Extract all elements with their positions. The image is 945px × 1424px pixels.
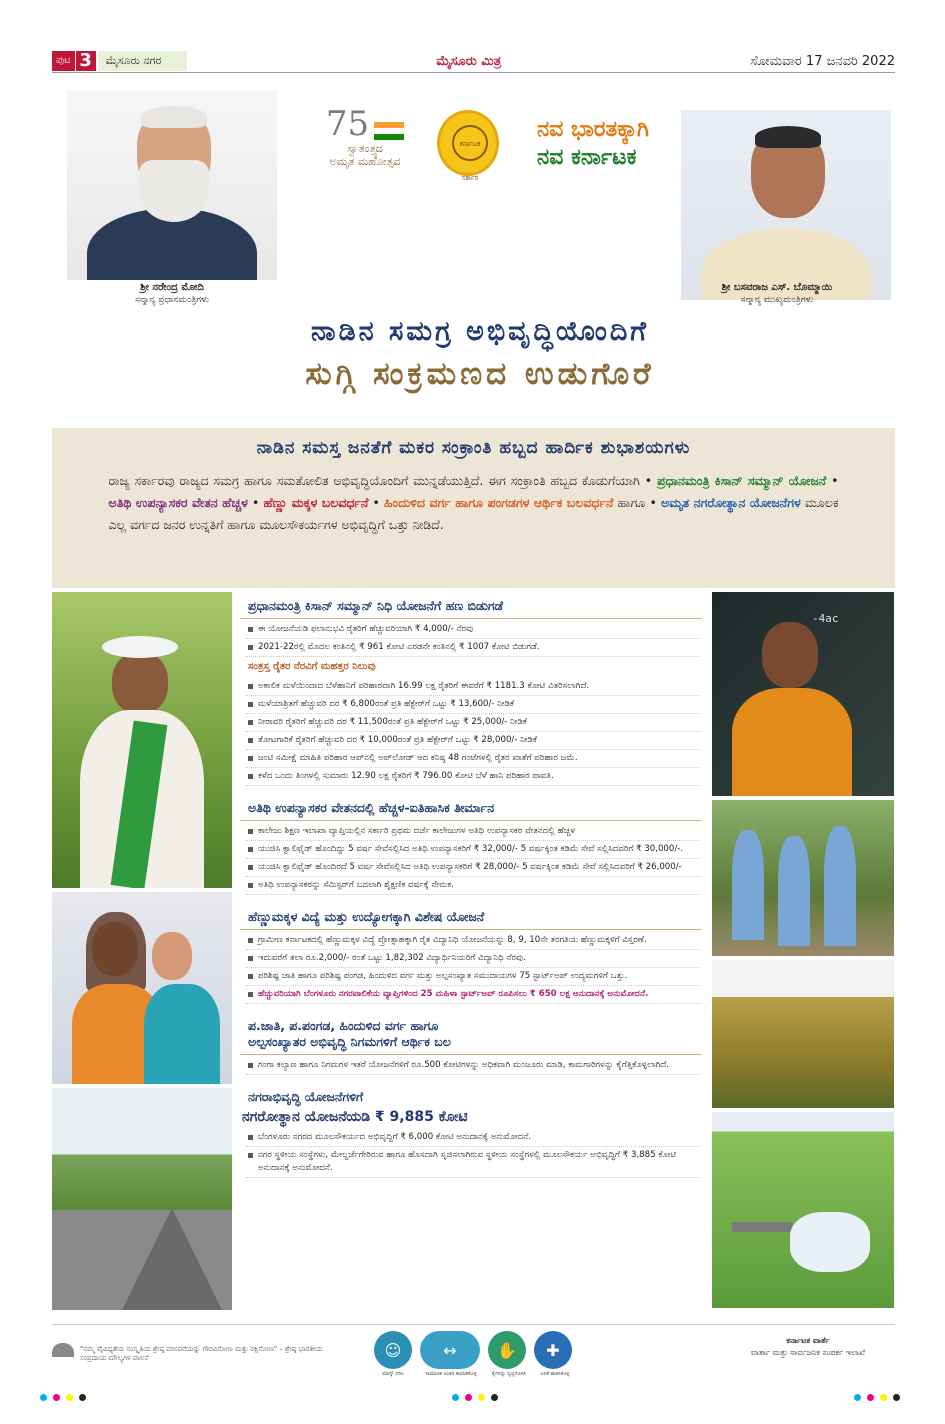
greeting-heading: ನಾಡಿನ ಸಮಸ್ತ ಜನತೆಗೆ ಮಕರ ಸಂಕ್ರಾಂತಿ ಹಬ್ಬದ ಹಾರ್ದಿಕ ಶುಭಾಶಯಗಳು — [256, 438, 691, 458]
urban-amount-headline: ನಗರೋತ್ಥಾನ ಯೋಜನೆಯಡಿ ₹ 9,885 ಕೋಟಿ — [242, 1109, 468, 1125]
list-item: ಬೆಂಗಳೂರು ನಗರದ ಮೂಲಸೌಕರ್ಯದ ಅಭಿವೃದ್ಧಿಗೆ ₹ 6,000 ಕೋಟಿ ಅನುದಾನಕ್ಕೆ ಅನುಮೋದನೆ. — [246, 1129, 700, 1147]
irrigation-photo — [712, 1112, 894, 1308]
section-title: ಪ್ರಧಾನಮಂತ್ರಿ ಕಿಸಾನ್ ಸಮ್ಮಾನ್ ನಿಧಿ ಯೋಜನೆಗೆ ಹಣ ಬಿಡುಗಡೆ — [240, 592, 702, 619]
greeting-text: • — [252, 495, 260, 510]
registration-marks-left — [40, 1394, 86, 1401]
cm-caption — [667, 282, 887, 306]
greeting-keyword: ಪ್ರಧಾನಮಂತ್ರಿ ಕಿಸಾನ್ ಸಮ್ಮಾನ್ ಯೋಜನೆ — [656, 473, 827, 488]
women-entrepreneurs-photo — [52, 892, 232, 1084]
pm-name: ಶ್ರೀ ನರೇಂದ್ರ ಮೋದಿ — [140, 282, 204, 293]
list-item: ಮಳೆಯಾಶ್ರಿತಗೆ ಹೆಚ್ಚುವರಿ ದರ ₹ 6,800ರಂತೆ ಪ್ರತಿ ಹೆಕ್ಟೇರ್‌ಗೆ ಒಟ್ಟು ₹ 13,600/- ನೀಡಿಕೆ — [246, 696, 700, 714]
list-item: ಕಾಲೇಜು ಶಿಕ್ಷಣ ಇಲಾಖಾ ವ್ಯಾಪ್ತಿಯಲ್ಲಿನ ಸರ್ಕಾರಿ ಪ್ರಥಮ ದರ್ಜೆ ಕಾಲೇಜುಗಳ ಅತಿಥಿ ಉಪನ್ಯಾಸಕರ ವೇತನದಲ್ಲಿ ಹೆಚ್ಚಳ — [246, 823, 700, 841]
greeting-text: • — [831, 473, 839, 488]
list-item: ತೋಟಗಾರಿಕೆ ರೈತರಿಗೆ ಹೆಚ್ಚುವರಿ ದರ ₹ 10,000ರಂತೆ ಪ್ರತಿ ಹೆಕ್ಟೇರ್‌ಗೆ ಒಟ್ಟು ₹ 28,000/- ನೀಡಿಕೆ — [246, 732, 700, 750]
list-item: ಜಂಟಿ ಸಮೀಕ್ಷೆ ಮಾಹಿತಿ ಪರಿಹಾರ ಆಪ್‌ನಲ್ಲಿ ಅಪ್‌ಲೋಡ್ ಆದ ಕನಿಷ್ಠ 48 ಗಂಟೆಗಳಲ್ಲಿ ರೈತರ ಖಾತೆಗೆ ಪರಿಹಾರ ಜಮೆ. — [246, 750, 700, 768]
students-photo — [712, 800, 894, 956]
page-label: ಪುಟ — [52, 51, 75, 71]
cm-portrait — [681, 110, 891, 300]
pm-portrait — [67, 90, 277, 280]
dept-line2: ವಾರ್ತಾ ಮತ್ತು ಸಾರ್ವಜನಿಕ ಸಂಪರ್ಕ ಇಲಾಖೆ — [750, 1348, 865, 1357]
greeting-text: ಮೂಲಕ ಎಲ್ಲ ವರ್ಗದ ಜನರ ಉನ್ನತಿಗೆ ಹಾಗೂ ಮೂಲಸೌಕರ್ಯಗಳ ಅಭಿವೃದ್ಧಿಗೆ ಒತ್ತು ನೀಡಿದೆ. — [108, 495, 839, 532]
headline-line2: ಸುಗ್ಗಿ ಸಂಕ್ರಮಣದ ಉಡುಗೊರೆ — [305, 356, 655, 392]
covid-icons — [374, 1331, 572, 1369]
list-item: 2021-22ರಲ್ಲಿ ಮೊದಲ ಕಂತಿನಲ್ಲಿ ₹ 961 ಕೋಟಿ ಎರಡನೇ ಕಂತಿನಲ್ಲಿ ₹ 1007 ಕೋಟಿ ಬಿಡುಗಡೆ. — [246, 639, 700, 657]
section-name: ಮೈಸೂರು ನಗರ — [98, 51, 188, 71]
slogan — [537, 116, 649, 172]
pm-title: ಸನ್ಮಾನ್ಯ ಪ್ರಧಾನಮಂತ್ರಿಗಳು — [135, 295, 209, 305]
icon-caption: ಲಸಿಕೆ ಹಾಕಿಸಿಕೊಳ್ಳಿ — [540, 1371, 570, 1377]
section-list — [234, 930, 708, 1004]
greeting-keyword: ಹೆಣ್ಣು ಮಕ್ಕಳ ಬಲವರ್ಧನೆ — [263, 495, 369, 510]
section-subtitle: ಸಂತ್ರಸ್ತ ರೈತರ ನೆರವಿಗೆ ಮಹತ್ತರ ನಿಲುವು — [248, 661, 376, 672]
slogan-line1: ನವ ಭಾರತಕ್ಕಾಗಿ — [537, 117, 649, 142]
vidhana-soudha-icon — [52, 1343, 74, 1357]
greeting-text: ಹಾಗೂ • — [617, 495, 657, 510]
list-item: ಗ್ರಾಮೀಣ ಕರ್ನಾಟಕದಲ್ಲಿ ಹೆಣ್ಣುಮಕ್ಕಳ ವಿದ್ಯೆ ಪ್ರೋತ್ಸಾಹಕ್ಕಾಗಿ ರೈತ ವಿದ್ಯಾನಿಧಿ ಯೋಜನೆಯನ್ನು 8, 9, 10ನೇ ತರಗತಿಯ ಹೆಣ್ಣುಮಕ್ಕಳಿಗೆ ವಿಸ್ತರಣೆ. — [246, 932, 700, 950]
greeting-body — [109, 470, 839, 536]
section-list — [234, 676, 708, 786]
farmer-photo — [52, 592, 232, 888]
paper-name: ಮೈಸೂರು ಮಿತ್ರ — [436, 53, 502, 69]
footer — [52, 1324, 895, 1385]
cm-name: ಶ್ರೀ ಬಸವರಾಜ ಎಸ್. ಬೊಮ್ಮಾಯಿ — [721, 282, 833, 293]
dept-line1: ಕರ್ನಾಟಕ ವಾರ್ತೆ — [786, 1336, 830, 1345]
greeting-keyword: ಹಿಂದುಳಿದ ವರ್ಗ ಹಾಗೂ ಪಂಗಡಗಳ ಆರ್ಥಿಕ ಬಲವರ್ಧನೆ — [383, 495, 614, 510]
main-headline — [67, 316, 893, 393]
azadi-75-logo — [310, 106, 420, 176]
list-item: ಪರಿಶಿಷ್ಟ ಜಾತಿ ಹಾಗೂ ಪರಿಶಿಷ್ಟ ಪಂಗಡ, ಹಿಂದುಳಿದ ವರ್ಗ ಮತ್ತು ಅಲ್ಪಸಂಖ್ಯಾತ ಸಮುದಾಯಗಳ 75 ಸ್ಟಾರ್ಟ್‌ಅಪ್ ಉದ್ಯಮಗಳಿಗೆ ಒತ್ತು. — [246, 968, 700, 986]
highlight-item: ಹೆಚ್ಚುವರಿಯಾಗಿ ಬೆಂಗಳೂರು ನಗರಪಾಲಿಕೆಯ ವ್ಯಾಪ್ತಿಗಳಿಂದ 25 ಮಹಿಳಾ ಸ್ಟಾರ್ಟ್‌ಅಪ್ ರೂಪಿಸಲು ₹ 650 ಲಕ್ಷ ಅನುದಾನಕ್ಕೆ ಅನುಮೋದನೆ. — [246, 986, 700, 1004]
icon-caption: ಸಾಮಾಜಿಕ ಅಂತರ ಕಾಪಾಡಿಕೊಳ್ಳಿ — [425, 1371, 477, 1377]
registration-marks-right — [854, 1394, 900, 1401]
registration-marks-center — [452, 1394, 498, 1401]
seal-text: ಕರ್ನಾಟಕ ಸರ್ಕಾರ — [452, 125, 488, 161]
section-title: ಪ.ಜಾತಿ, ಪ.ಪಂಗಡ, ಹಿಂದುಳಿದ ವರ್ಗ ಹಾಗೂ — [248, 1018, 439, 1033]
azadi-line1: ಸ್ವಾತಂತ್ರ್ಯದ — [347, 142, 383, 155]
section-list — [234, 1055, 708, 1075]
list-item: ಅತಿಥಿ ಉಪನ್ಯಾಸಕರನ್ನು ಸೆಮಿಸ್ಟರ್‌ಗೆ ಬದಲಾಗಿ ಶೈಕ್ಷಣಿಕ ವರ್ಷಕ್ಕೆ ನೇಮಕ. — [246, 877, 700, 895]
section-title: ನಗರಾಭಿವೃದ್ಧಿ ಯೋಜನೆಗಳಿಗೆ — [248, 1089, 364, 1104]
vaccine-icon: ✚ — [534, 1331, 572, 1369]
azadi-number: 75 — [325, 104, 370, 144]
section-title: ಹೆಣ್ಣುಮಕ್ಕಳ ವಿದ್ಯೆ ಮತ್ತು ಉದ್ಯೋಗಕ್ಕಾಗಿ ವಿಶೇಷ ಯೋಜನೆ — [240, 903, 702, 930]
slogan-line2: ನವ ಕರ್ನಾಟಕ — [537, 145, 637, 170]
list-item: ಅಕಾಲಿಕ ಮಳೆಯಿಂದಾದ ಬೆಳೆಹಾನಿಗೆ ಪರಿಹಾರವಾಗಿ 16.99 ಲಕ್ಷ ರೈತರಿಗೆ ಈವರೆಗೆ ₹ 1181.3 ಕೋಟಿ ವಿತರಿಸಲಾಗಿದೆ. — [246, 678, 700, 696]
icon-caption: ಕೈಗಳನ್ನು ಸ್ವಚ್ಛಗೊಳಿಸಿ — [491, 1371, 527, 1377]
schemes-column — [234, 592, 708, 1280]
list-item: ಈ ಯೋಜನೆಯಡಿ ಫಲಾನುಭವಿ ರೈತರಿಗೆ ಹೆಚ್ಚುವರಿಯಾಗಿ ₹ 4,000/- ನೆರವು — [246, 621, 700, 639]
flag-icon — [374, 122, 404, 140]
section-title: ಅಲ್ಪಸಂಖ್ಯಾತರ ಅಭಿವೃದ್ಧಿ ನಿಗಮಗಳಿಗೆ ಆರ್ಥಿಕ ಬಲ — [240, 1034, 702, 1055]
headline-line1: ನಾಡಿನ ಸಮಗ್ರ ಅಭಿವೃದ್ಧಿಯೊಂದಿಗೆ — [311, 316, 649, 347]
azadi-line2: ಅಮೃತ ಮಹೋತ್ಸವ — [329, 155, 401, 168]
list-item: ಕಳೆದ ಒಂದು ತಿಂಗಳಲ್ಲಿ ಸುಮಾರು 12.90 ಲಕ್ಷ ರೈತರಿಗೆ ₹ 796.00 ಕೋಟಿ ಬೆಳೆ ಹಾನಿ ಪರಿಹಾರ ಪಾವತಿ. — [246, 768, 700, 786]
greeting-keyword: ಅತಿಥಿ ಉಪನ್ಯಾಸಕರ ವೇತನ ಹೆಚ್ಚಳ — [108, 495, 248, 510]
greeting-text: ರಾಜ್ಯ ಸರ್ಕಾರವು ರಾಜ್ಯದ ಸಮಗ್ರ ಹಾಗೂ ಸಮತೋಲಿತ ಅಭಿವೃದ್ಧಿಯೊಂದಿಗೆ ಮುನ್ನಡೆಯುತ್ತಿದೆ. ಈಗ ಸಂಕ್ರಾಂತಿ ಹಬ್ಬದ ಕೊಡುಗೆಯಾಗಿ • — [108, 473, 653, 488]
karnataka-seal-icon — [437, 110, 499, 182]
section-title: ಅತಿಥಿ ಉಪನ್ಯಾಸಕರ ವೇತನದಲ್ಲಿ ಹೆಚ್ಚಳ-ಐತಿಹಾಸಿಕ ತೀರ್ಮಾನ — [240, 794, 702, 821]
hero-banner — [67, 80, 893, 426]
list-item: ನೀರಾವರಿ ರೈತರಿಗೆ ಹೆಚ್ಚುವರಿ ದರ ₹ 11,500ರಂತೆ ಪ್ರತಿ ಹೆಕ್ಟೇರ್‌ಗೆ ಒಟ್ಟು ₹ 25,000/- ನೀಡಿಕೆ — [246, 714, 700, 732]
section-list — [234, 619, 708, 657]
millet-field-photo — [712, 960, 894, 1108]
handwash-icon: ✋ — [488, 1331, 526, 1369]
greeting-text: • — [372, 495, 380, 510]
section-list — [234, 1127, 708, 1178]
department-credit — [751, 1335, 865, 1359]
cm-title: ಸನ್ಮಾನ್ಯ ಮುಖ್ಯಮಂತ್ರಿಗಳು — [740, 295, 814, 305]
list-item: ಯುಜಿಸಿ ಕ್ವಾಲಿಫೈಡ್ ಹೊಂದಿದ್ದು 5 ವರ್ಷ ಸೇವೆಸಲ್ಲಿಸಿದ ಅತಿಥಿ ಉಪನ್ಯಾಸಕರಿಗೆ ₹ 32,000/- 5 ವರ್ಷಕ್ಕಿಂತ ಕಡಿಮೆ ಸೇವೆ ಸಲ್ಲಿಸಿದವರಿಗೆ ₹ 30,000/-. — [246, 841, 700, 859]
footer-quote: "ನಮ್ಮ ವೈವಿಧ್ಯತೆಯ ಸಂಸ್ಕೃತಿಯ ಶ್ರೇಷ್ಠ ಪರಂಪರೆಯನ್ನು ಗೌರವಿಸೋಣ ಮತ್ತು ರಕ್ಷಿಸೋಣ" – ಶ್ರೇಷ್ಠ ಭಾರತೀಯ ಸಂಪ್ರದಾಯ ಮೌಲ್ಯಗಳ ಪಾಲನೆ — [80, 1345, 323, 1362]
mask-icon: ☺ — [374, 1331, 412, 1369]
pm-caption — [97, 282, 247, 306]
section-list — [234, 821, 708, 895]
icon-caption: ಮಾಸ್ಕ್ ಧರಿಸಿ — [382, 1371, 404, 1377]
list-item: ಇದುವರೆಗೆ ತಲಾ ರೂ.2,000/- ರಂತೆ ಒಟ್ಟು 1,82,302 ವಿದ್ಯಾರ್ಥಿನಿಯರಿಗೆ ವಿದ್ಯಾನಿಧಿ ನೆರವು. — [246, 950, 700, 968]
list-item: ಯುಜಿಸಿ ಕ್ವಾಲಿಫೈಡ್ ಹೊಂದಿರದೆ 5 ವರ್ಷ ಸೇವೆಸಲ್ಲಿಸಿದ ಅತಿಥಿ ಉಪನ್ಯಾಸಕರಿಗೆ ₹ 28,000/- 5 ವರ್ಷಕ್ಕಿಂತ ಕಡಿಮೆ ಸೇವೆ ಸಲ್ಲಿಸಿದವರಿಗೆ ₹ 26,000/- — [246, 859, 700, 877]
list-item: ನಗರ ಸ್ಥಳೀಯ ಸಂಸ್ಥೆಗಳು, ಮೇಲ್ದರ್ಜೆಗೇರಿರುವ ಹಾಗೂ ಹೊಸದಾಗಿ ಸೃಜಿಸಲಾಗಿರುವ ಸ್ಥಳೀಯ ಸಂಸ್ಥೆಗಳಲ್ಲಿ ಮೂಲಸೌಕರ್ಯ ಅಭಿವೃದ್ಧಿಗೆ ₹ 3,885 ಕೋಟಿ ಅನುದಾನಕ್ಕೆ ಅನುಮೋದನೆ. — [246, 1147, 700, 1178]
greeting-box — [52, 428, 895, 588]
masthead — [52, 50, 895, 73]
issue-date: ಸೋಮವಾರ 17 ಜನವರಿ 2022 — [750, 53, 895, 69]
page-tag — [52, 51, 187, 71]
lecturer-photo: -4ac — [712, 592, 894, 796]
distance-icon: ↔ — [420, 1331, 480, 1369]
road-photo — [52, 1088, 232, 1310]
list-item: ಗಂಗಾ ಕಲ್ಯಾಣ ಹಾಗೂ ನಿಗಮಗಳ ಇತರೆ ಯೋಜನೆಗಳಿಗೆ ರೂ.500 ಕೋಟಿಗಳನ್ನು ಅಧಿಕವಾಗಿ ಮಂಜೂರು ಮಾಡಿ, ಕಾಮಗಾರಿಗಳನ್ನು ಕೈಗೆತ್ತಿಕೊಳ್ಳಲಾಗಿದೆ. — [246, 1057, 700, 1075]
greeting-keyword: ಅಮೃತ ನಗರೋತ್ಥಾನ ಯೋಜನೆಗಳ — [660, 495, 801, 510]
page-number: 3 — [76, 51, 96, 71]
